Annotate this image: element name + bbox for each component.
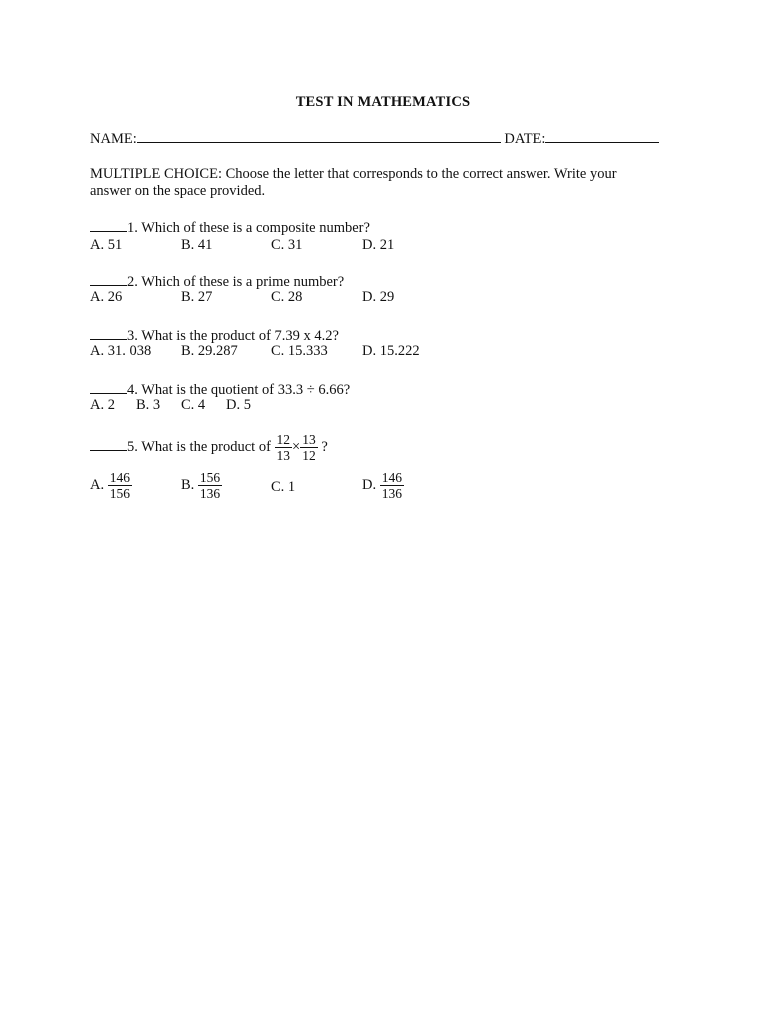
option-a: A. 51 bbox=[90, 237, 123, 253]
option-c: C. 4 bbox=[181, 397, 206, 413]
option-c: C. 15.333 bbox=[271, 343, 328, 359]
times-sign: × bbox=[292, 438, 301, 455]
fraction-12-13: $\frac{12}{13}$ bbox=[276, 432, 291, 463]
question-mark: ? bbox=[321, 438, 328, 455]
option-b: B. 41 bbox=[181, 237, 213, 253]
option-a: A. $\frac{146}{156}$ bbox=[90, 470, 130, 501]
question-4 bbox=[90, 380, 350, 399]
option-a: A. 2 bbox=[90, 397, 115, 413]
name-field-line[interactable] bbox=[137, 129, 501, 143]
question-5 bbox=[90, 432, 328, 463]
date-field-line[interactable] bbox=[545, 129, 659, 143]
fraction-146-136: $\frac{146}{136}$ bbox=[381, 470, 402, 501]
question-3-text: 3. What is the product of 7.39 x 4.2? bbox=[127, 328, 339, 344]
question-2-text: 2. Which of these is a prime number? bbox=[127, 274, 345, 290]
question-1 bbox=[90, 218, 370, 237]
option-d: D. 21 bbox=[362, 237, 395, 253]
fraction-156-136: $\frac{156}{136}$ bbox=[199, 470, 221, 501]
option-d: D. 15.222 bbox=[362, 343, 420, 359]
question-4-text: 4. What is the quotient of 33.3 ÷ 6.66? bbox=[127, 382, 351, 398]
option-d: D. 29 bbox=[362, 289, 395, 305]
answer-blank-3[interactable] bbox=[90, 326, 127, 340]
answer-blank-5[interactable] bbox=[90, 437, 127, 451]
question-2 bbox=[90, 272, 344, 291]
option-b: B. $\frac{156}{136}$ bbox=[181, 470, 221, 501]
question-1-text: 1. Which of these is a composite number? bbox=[127, 220, 370, 236]
option-a: A. 26 bbox=[90, 289, 123, 305]
page-title: TEST IN MATHEMATICS bbox=[295, 94, 471, 110]
option-d: D. $\frac{146}{136}$ bbox=[362, 470, 402, 501]
fraction-13-12: $\frac{13}{12}$ bbox=[302, 432, 316, 463]
answer-blank-2[interactable] bbox=[90, 272, 127, 286]
date-label: DATE: bbox=[504, 131, 546, 147]
name-label: NAME: bbox=[90, 131, 137, 147]
answer-blank-4[interactable] bbox=[90, 380, 127, 394]
option-d: D. 5 bbox=[226, 397, 251, 413]
option-b: B. 29.287 bbox=[181, 343, 238, 359]
fraction-146-156: $\frac{146}{156}$ bbox=[109, 470, 130, 501]
name-date-row bbox=[90, 129, 659, 148]
question-5-text: 5. What is the product of bbox=[127, 438, 271, 455]
answer-blank-1[interactable] bbox=[90, 218, 127, 232]
option-b: B. 27 bbox=[181, 289, 213, 305]
option-c: C. 28 bbox=[271, 289, 303, 305]
option-a: A. 31. 038 bbox=[90, 343, 152, 359]
option-b: B. 3 bbox=[136, 397, 161, 413]
instructions: MULTIPLE CHOICE: Choose the letter that corresponds to the correct answer. Write your answer on the space provided. bbox=[90, 166, 617, 199]
option-c: C. 1 bbox=[271, 479, 296, 495]
option-c: C. 31 bbox=[271, 237, 303, 253]
